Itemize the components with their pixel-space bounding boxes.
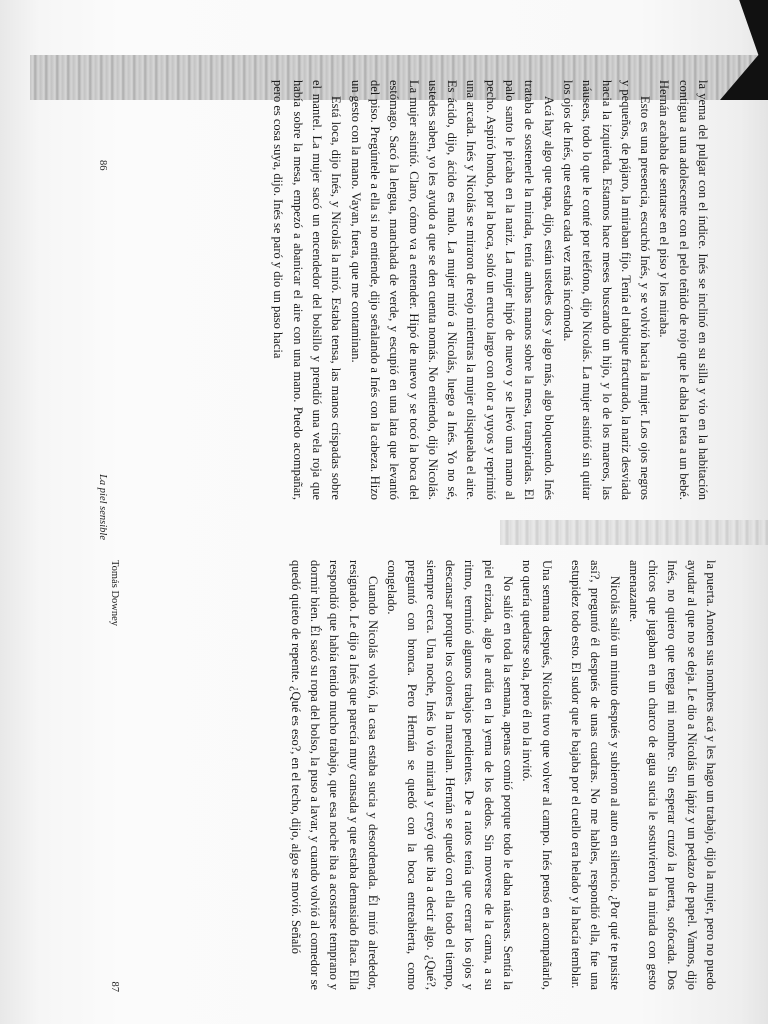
- left-paragraph-4: Está loca, dijo Inés, y Nicolás la miró. Estaba tensa, las manos crispadas sobre el mantel. La mujer sacó un encendedor del bolsillo y prendió una vela roja que había sobre la mesa, empezó a abanicar el aire con una mano. Puedo acompañar, pero es cosa suya, dijo. Inés se paró y dio un paso hacia: [271, 80, 344, 500]
- left-page: [268, 80, 712, 500]
- left-page-header: [97, 160, 108, 540]
- left-paragraph-2: Esto es una presencia, escuchó Inés, y se volvió hacia la mujer. Los ojos negros y pequeños, de pájaro, la miraban fijo. Tenía el tabique fracturado, la nariz desviada hacia la izquierda. Estamos hace meses buscando un hijo, y lo de los mareos, las náuseas, todo lo que le conté por teléfono, dijo Nicolás. La mujer asintió sin quitar los ojos de Inés, que estaba cada vez más incómoda.: [560, 80, 653, 500]
- left-paragraph-3: Acá hay algo que tapa, dijo, están ustedes dos y algo más, algo bloqueando. Inés trataba de sostenerle la mirada, tenía ambas manos sobre la mesa, transpiradas. El palo santo le picaba en la nariz. La mujer hipó de nuevo y se llevó una mano al pecho. Aspiró hondo, por la boca, soltó un eructo largo con olor a yuyos y reprimió una arcada. Inés y Nicolás se miraron de reojo mientras la mujer olisqueaba el aire. Es ácido, dijo, ácido es malo. La mujer miró a Nicolás, luego a Inés. Yo no sé, ustedes saben, yo les ayudo a que se den cuenta nomás. No entiendo, dijo Nicolás. La mujer asintió. Claro, cómo va a entender. Hipó de nuevo y se tocó la boca del estómago. Sacó la lengua, manchada de verde, y escupió en una lata que levantó del piso. Pregúntele a ella si no entiende, dijo señalando a Inés con la cabeza. Hizo un gesto con la mano. Vayan, fuera, que me contaminan.: [348, 80, 556, 500]
- left-running-head: La piel sensible: [97, 474, 108, 540]
- right-page-number: 87: [109, 981, 120, 992]
- right-paragraph-5: Cuando Nicolás volvió, la casa estaba sucia y desordenada. Él miró alrededor, resignado. Le dijo a Inés que parecía muy cansada y que estaba demasiado flaca. Ella respondió que había tenido mucho trabajo, que esa noche iba a acostarse temprano y dormir bien. Él sacó su ropa del bolso, la puso a lavar, y cuando volvió al comedor se quedó quieto de repente. ¿Qué es eso?, en el techo, dijo, algo se movió. Señaló: [288, 560, 380, 990]
- right-page-header: [109, 560, 120, 992]
- right-paragraph-1: la puerta. Anoten sus nombres acá y les hago un trabajo, dijo la mujer, pero no puedo ayudar al que no se deja. Le dio a Nicolás un lápiz y un pedazo de papel. Vamos, dijo Inés, no quiero que tenga mi nombre. Sin esperar cruzó la puerta, sofocada. Dos chicos que jugaban en un charco de agua sucia le sostuvieron la mirada con gesto amenazante.: [626, 560, 718, 990]
- scan-shadow-middle: [500, 520, 768, 545]
- right-page: [285, 560, 720, 990]
- right-paragraph-4: No salió en toda la semana, apenas comió porque todo le daba náuseas. Sentía la piel erizada, algo le ardía en la yema de los dedos. Sin moverse de la cama, a su ritmo, terminó algunos trabajos pendientes. De a ratos tenía que cerrar los ojos y descansar porque los colores la marealan. Hernán se quedó con ella todo el tiempo, siempre cerca. Una noche, Inés lo vio mirarla y creyó que iba a decir algo. ¿Qué?, preguntó con bronca. Pero Hernán se quedó con la boca entreabierta, como congelado.: [385, 560, 516, 990]
- right-paragraph-2: Nicolás salió un minuto después y subieron al auto en silencio. ¿Por qué te pusiste así?, preguntó él después de unas cuadras. No me hables, respondió ella, fue una estupidez todo esto. El sudor que le bajaba por el cuello era helado y la hacía temblar.: [568, 560, 622, 990]
- left-paragraph-1: la yema del pulgar con el índice. Inés se inclinó en su silla y vio en la habitación contigua a una adolescente con el pelo teñido de rojo que le daba la teta a un bebé. Hernán acababa de sentarse en el piso y los miraba.: [657, 80, 710, 500]
- right-paragraph-3: Una semana después, Nicolás tuvo que volver al campo. Inés pensó en acompañarlo, no quería quedarse sola, pero él no la invitó.: [520, 560, 554, 990]
- right-running-head: Tomás Downey: [109, 560, 120, 627]
- left-page-number: 86: [97, 160, 108, 171]
